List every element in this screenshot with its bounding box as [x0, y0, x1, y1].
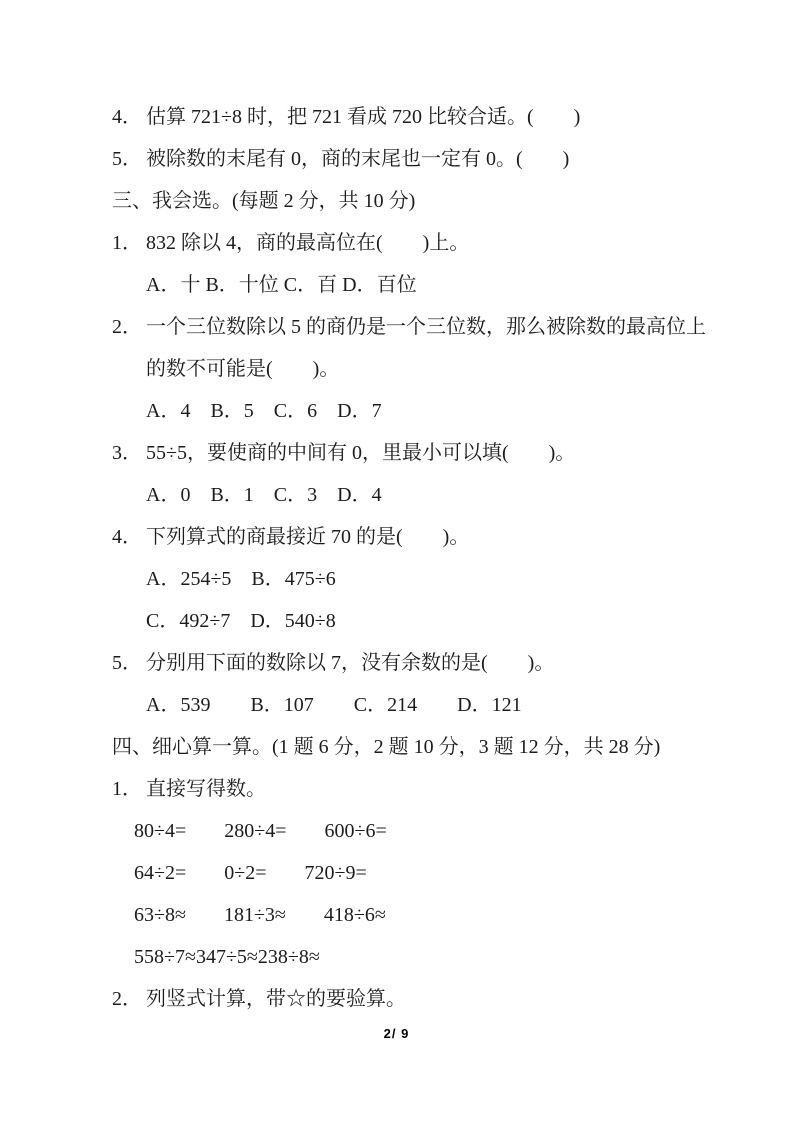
choice-question-4 — [0, 516, 793, 558]
calc-row-4 — [0, 936, 793, 978]
calc-row-1 — [0, 810, 793, 852]
item-number: 3． — [112, 442, 142, 464]
choice-question-5-options: A．539 B．107 C．214 D．121 — [146, 694, 522, 716]
item-number: 4． — [112, 106, 142, 128]
calc-question-2 — [0, 978, 793, 1020]
section-heading-choice: 三、我会选。(每题 2 分，共 10 分) — [112, 190, 416, 212]
calc-expression: 80÷4= — [134, 820, 187, 842]
calc-question-1 — [0, 768, 793, 810]
choice-question-2 — [0, 306, 793, 348]
item-text: 分别用下面的数除以 7，没有余数的是( )。 — [146, 652, 555, 674]
judge-item-5 — [0, 138, 793, 180]
choice-question-4-options-ab: A．254÷5 B．475÷6 — [146, 568, 336, 590]
item-text: 估算 721÷8 时，把 721 看成 720 比较合适。( ) — [146, 106, 581, 128]
item-text: 一个三位数除以 5 的商仍是一个三位数，那么被除数的最高位上 — [146, 316, 706, 338]
worksheet-page — [0, 96, 793, 1041]
item-text: 直接写得数。 — [146, 778, 266, 800]
choice-question-1 — [0, 222, 793, 264]
choice-question-3-options: A．0 B．1 C．3 D．4 — [146, 484, 382, 506]
item-number: 1． — [112, 232, 142, 254]
choice-question-1-options: A．十 B．十位 C．百 D．百位 — [146, 274, 417, 296]
item-number: 4． — [112, 526, 142, 548]
item-number: 5． — [112, 148, 142, 170]
item-text: 被除数的末尾有 0，商的末尾也一定有 0。( ) — [146, 148, 570, 170]
judge-item-4 — [0, 96, 793, 138]
item-number: 5． — [112, 652, 142, 674]
item-number: 1． — [112, 778, 142, 800]
item-text: 832 除以 4，商的最高位在( )上。 — [146, 232, 470, 254]
calc-expression: 720÷9= — [304, 862, 367, 884]
choice-question-2-continuation: 的数不可能是( )。 — [146, 358, 340, 380]
item-text: 下列算式的商最接近 70 的是( )。 — [146, 526, 470, 548]
choice-question-5 — [0, 642, 793, 684]
calc-row-2 — [0, 852, 793, 894]
item-text: 55÷5，要使商的中间有 0，里最小可以填( )。 — [146, 442, 576, 464]
calc-expression: 418÷6≈ — [323, 904, 386, 926]
calc-expression: 181÷3≈ — [223, 904, 286, 926]
calc-expression: 0÷2= — [224, 862, 267, 884]
choice-question-2-options: A．4 B．5 C．6 D．7 — [146, 400, 382, 422]
calc-expression: 63÷8≈ — [134, 904, 186, 926]
item-text: 列竖式计算，带☆的要验算。 — [146, 988, 406, 1010]
page-number: 2/ 9 — [383, 1026, 410, 1041]
item-number: 2． — [112, 316, 142, 338]
calc-expression: 64÷2= — [134, 862, 187, 884]
calc-expression: 280÷4= — [224, 820, 287, 842]
choice-question-3 — [0, 432, 793, 474]
section-heading-calc: 四、细心算一算。(1 题 6 分，2 题 10 分，3 题 12 分，共 28 分) — [112, 736, 661, 758]
item-number: 2． — [112, 988, 142, 1010]
calc-expression: 600÷6= — [324, 820, 387, 842]
choice-question-4-options-cd: C．492÷7 D．540÷8 — [146, 610, 336, 632]
calc-row-3 — [0, 894, 793, 936]
calc-expression: 558÷7≈347÷5≈238÷8≈ — [134, 946, 320, 968]
